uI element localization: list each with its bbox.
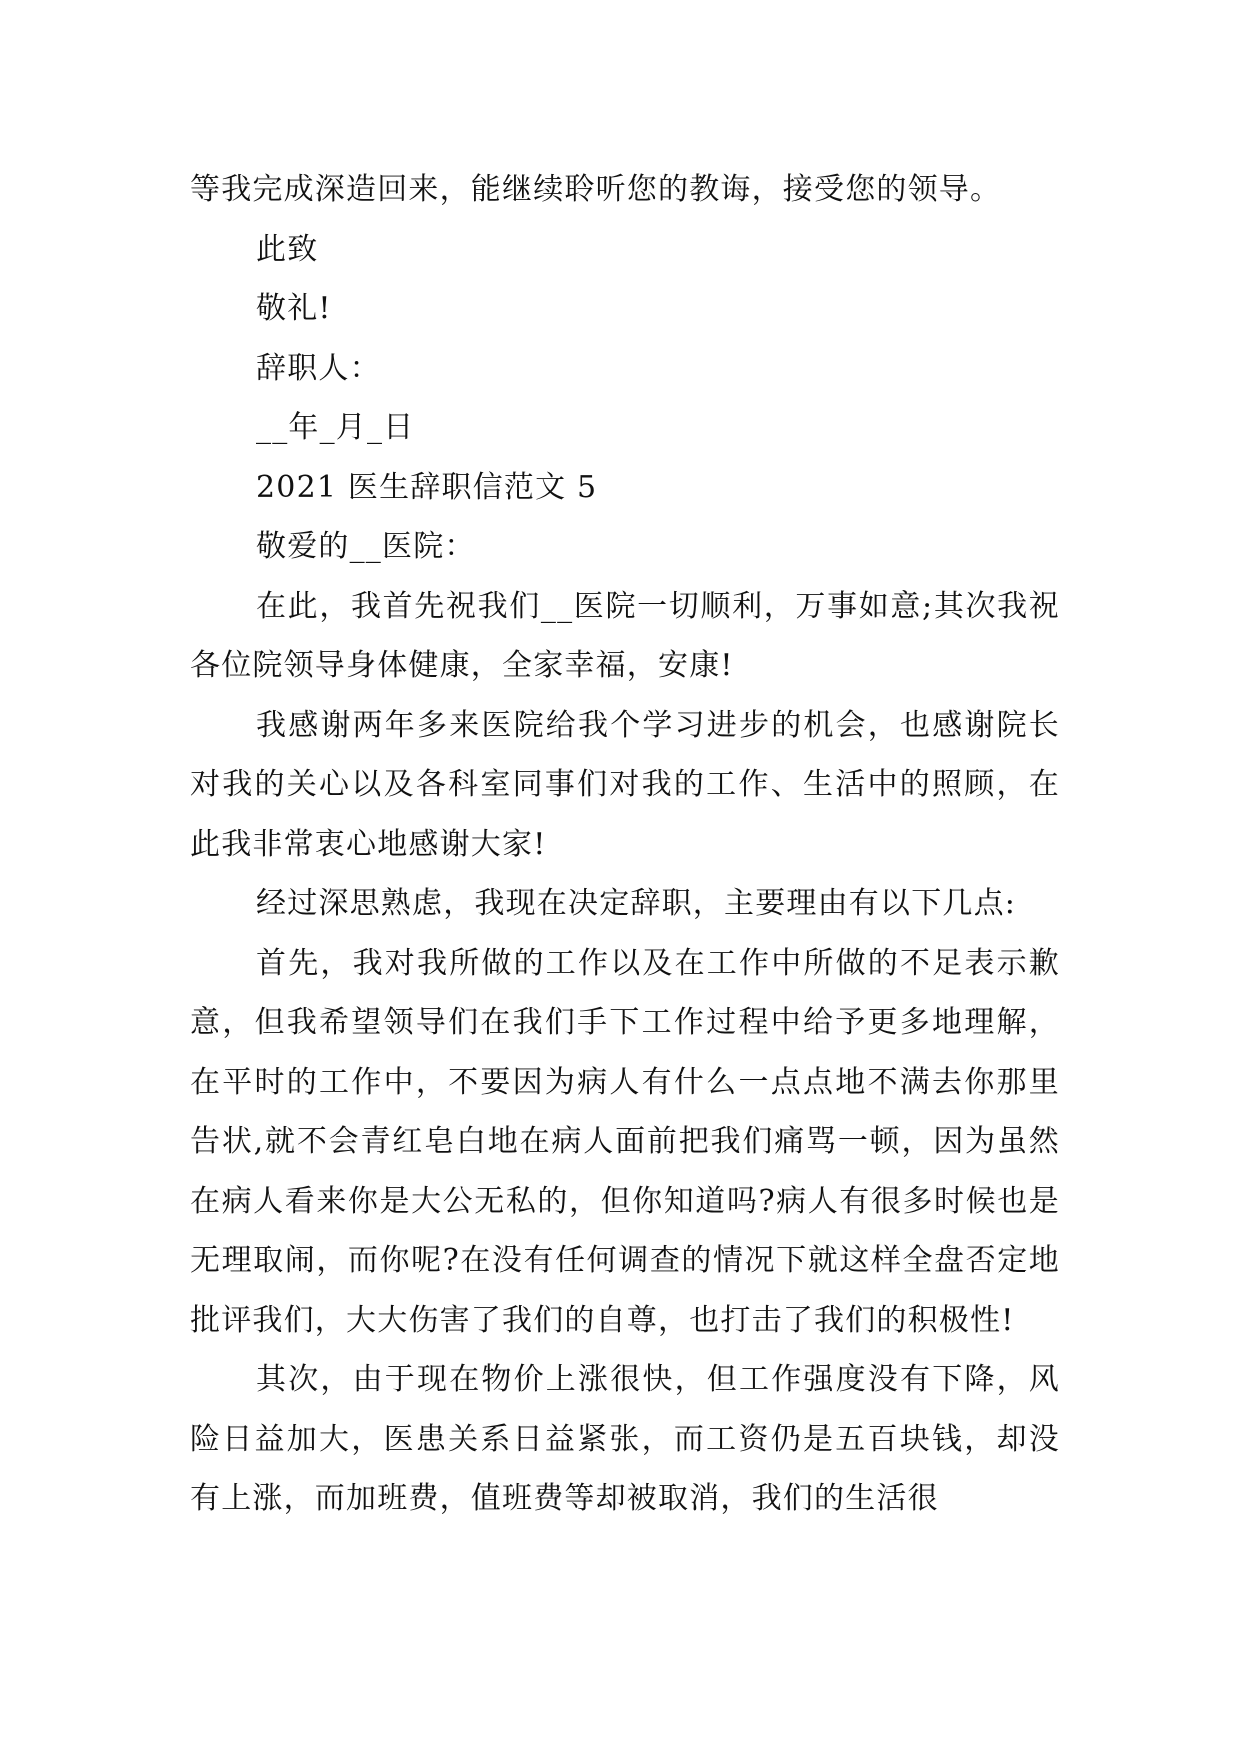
signature-label: 辞职人： [256,350,381,386]
salutation-cizhi: 此致 [256,231,319,267]
paragraph-thanks: 我感谢两年多来医院给我个学习进步的机会，也感谢院长对我的关心以及各科室同事们对我的工作、生活中的照顾，在此我非常衷心地感谢大家! [190,707,1060,862]
document-body [190,160,1060,1529]
salutation-jingli: 敬礼! [256,291,332,326]
section-title: 2021 医生辞职信范文 5 [256,469,598,505]
letter-greeting: 敬爱的__医院： [256,529,476,564]
paragraph-wishes: 在此，我首先祝我们__医院一切顺利，万事如意;其次我祝各位院领导身体健康，全家幸福，安康! [190,588,1060,683]
paragraph-reason-first: 首先，我对我所做的工作以及在工作中所做的不足表示歉意，但我希望领导们在我们手下工作过程中给予更多地理解，在平时的工作中，不要因为病人有什么一点点地不满去你那里告状,就不会青红皂白地在病人面前把我们痛骂一顿，因为虽然在病人看来你是大公无私的，但你知道吗?病人有很多时候也是无理取闹，而你呢?在没有任何调查的情况下就这样全盘否定地批评我们，大大伤害了我们的自尊，也打击了我们的积极性! [190,945,1060,1338]
paragraph-decision: 经过深思熟虑，我现在决定辞职，主要理由有以下几点: [256,886,1017,921]
date-line: __年_月_日 [256,410,415,445]
paragraph-reason-second: 其次，由于现在物价上涨很快，但工作强度没有下降，风险日益加大，医患关系日益紧张，而工资仍是五百块钱，却没有上涨，而加班费，值班费等却被取消，我们的生活很 [190,1362,1060,1516]
paragraph-closing-line: 等我完成深造回来，能继续聆听您的教诲，接受您的领导。 [190,172,1002,207]
